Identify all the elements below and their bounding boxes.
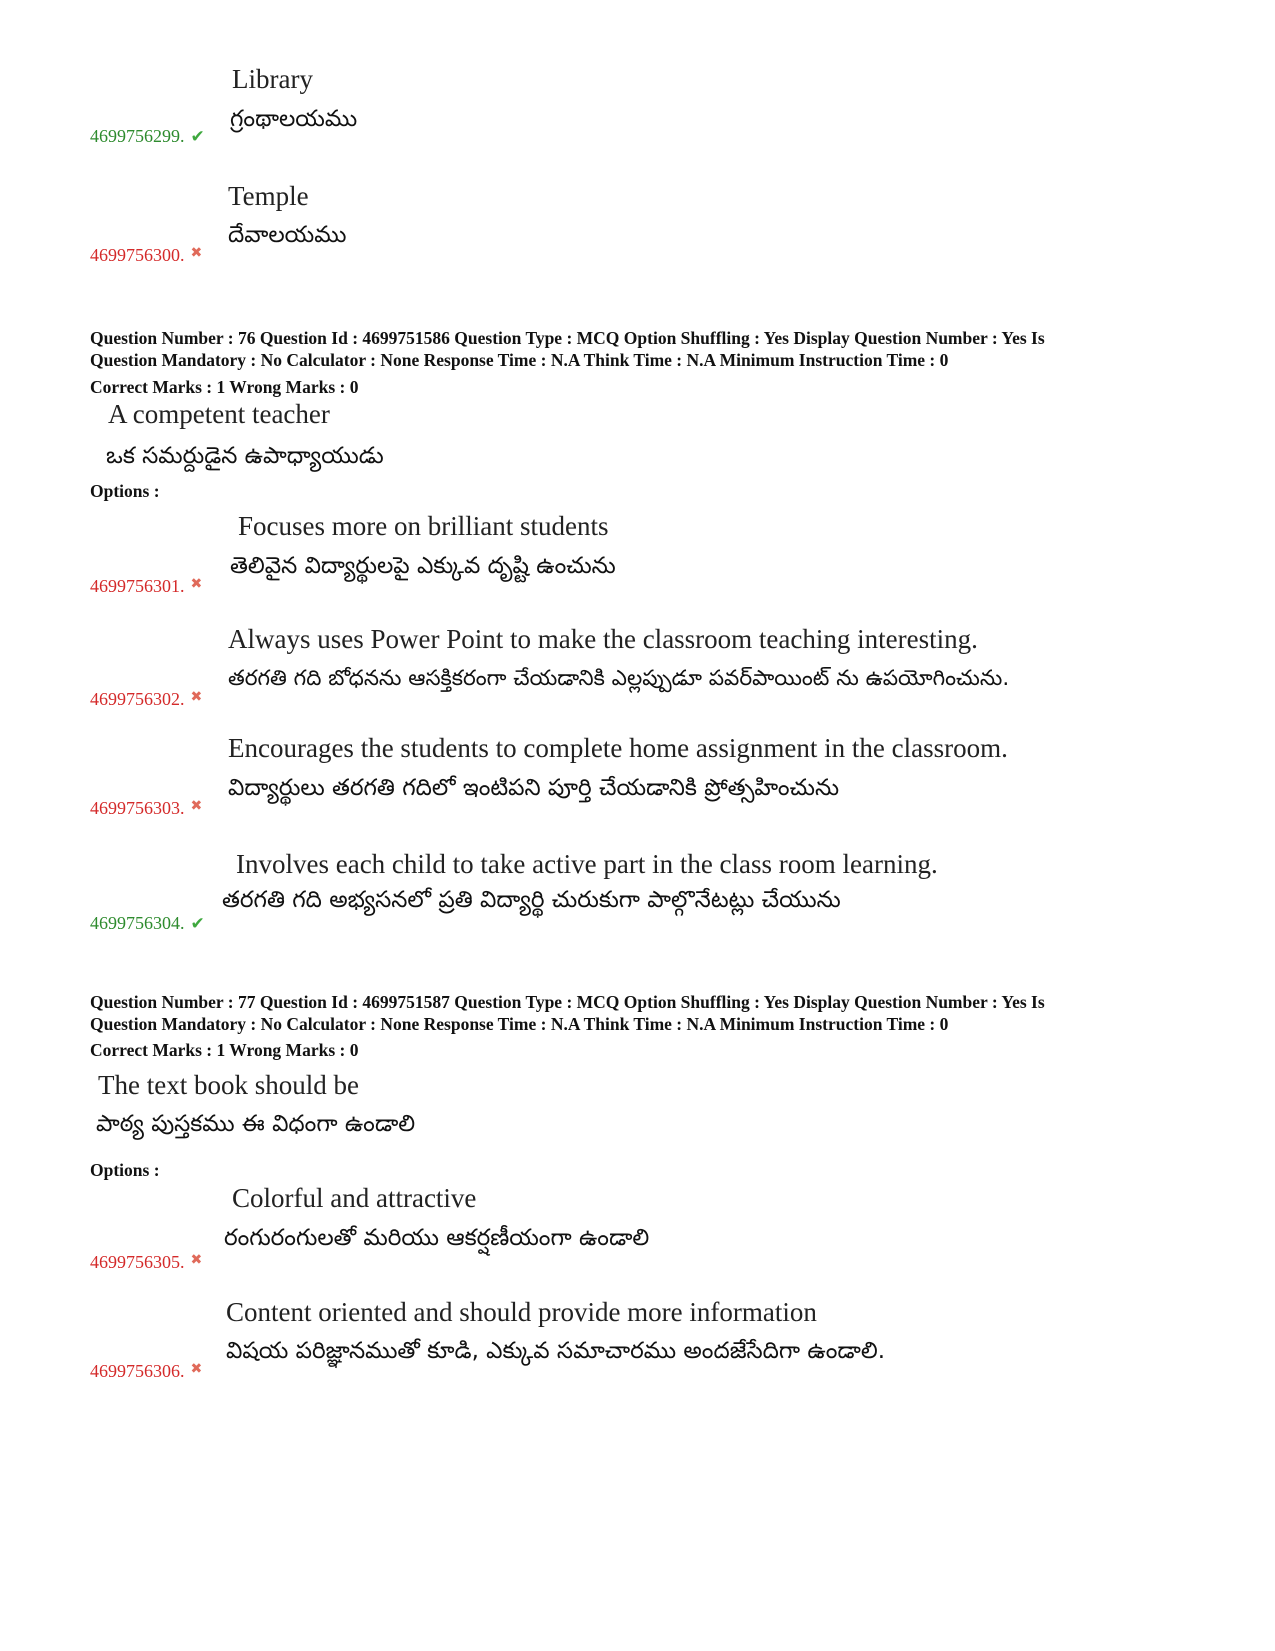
option-id-row (90, 1252, 202, 1273)
cross-icon: ✖ (190, 1362, 203, 1377)
question-meta-line2: Question Mandatory : No Calculator : None Response Time : N.A Think Time : N.A Minimum Instruction Time : 0 (90, 1014, 949, 1034)
question-meta-line1: Question Number : 76 Question Id : 4699751586 Question Type : MCQ Option Shuffling : Yes Display Question Number : Yes Is (90, 328, 1045, 348)
option-text-en: Content oriented and should provide more information (226, 1297, 817, 1327)
question-meta-line1: Question Number : 77 Question Id : 4699751587 Question Type : MCQ Option Shuffling : Yes Display Question Number : Yes Is (90, 992, 1045, 1012)
option-text-te: గ్రంథాలయము (230, 106, 358, 132)
option-text-en: Library (232, 64, 313, 94)
option-text-te: తరగతి గది అభ్యసనలో ప్రతి విద్యార్థి చురుకుగా పాల్గొనేటట్లు చేయును (222, 887, 841, 913)
question-text-te: పాఠ్య పుస్తకము ఈ విధంగా ఉండాలి (96, 1111, 416, 1137)
option-id-row (90, 576, 202, 597)
option-id-row (90, 126, 205, 147)
option-id: 4699756302. (90, 689, 185, 709)
question-marks: Correct Marks : 1 Wrong Marks : 0 (90, 377, 359, 397)
question-meta-line2: Question Mandatory : No Calculator : None Response Time : N.A Think Time : N.A Minimum Instruction Time : 0 (90, 350, 949, 370)
option-text-te: రంగురంగులతో మరియు ఆకర్షణీయంగా ఉండాలి (224, 1225, 650, 1251)
option-id-row (90, 1361, 202, 1382)
option-id: 4699756304. (90, 913, 185, 933)
option-id: 4699756303. (90, 798, 185, 818)
option-text-en: Involves each child to take active part in the class room learning. (236, 849, 938, 879)
check-icon: ✔ (190, 914, 205, 933)
question-marks: Correct Marks : 1 Wrong Marks : 0 (90, 1040, 359, 1060)
cross-icon: ✖ (190, 690, 203, 705)
option-text-te: దేవాలయము (228, 222, 347, 248)
question-text-te: ఒక సమర్దుడైన ఉపాధ్యాయుడు (106, 443, 384, 469)
cross-icon: ✖ (190, 799, 203, 814)
option-id-row (90, 245, 202, 266)
cross-icon: ✖ (190, 1253, 203, 1268)
cross-icon: ✖ (190, 246, 203, 261)
option-text-en: Always uses Power Point to make the classroom teaching interesting. (228, 624, 978, 654)
option-text-te: విషయ పరిజ్ఞానముతో కూడి, ఎక్కువ సమాచారము అందజేసేదిగా ఉండాలి. (226, 1338, 886, 1364)
option-text-te: తెలివైన విద్యార్థులపై ఎక్కువ దృష్టి ఉంచును (230, 553, 616, 579)
option-text-en: Temple (228, 181, 309, 211)
option-id: 4699756301. (90, 576, 185, 596)
question-text-en: The text book should be (98, 1070, 359, 1100)
option-text-te: తరగతి గది బోధనను ఆసక్తికరంగా చేయడానికి ఎల్లప్పుడూ పవర్‌పాయింట్ ను ఉపయోగించును. (228, 666, 1010, 691)
option-id-row (90, 913, 205, 934)
cross-icon: ✖ (190, 577, 203, 592)
option-text-te: విద్యార్థులు తరగతి గదిలో ఇంటిపని పూర్తి చేయడానికి ప్రోత్సహించును (228, 775, 840, 801)
option-id: 4699756300. (90, 245, 185, 265)
check-icon: ✔ (190, 127, 205, 146)
option-id: 4699756306. (90, 1361, 185, 1381)
question-text-en: A competent teacher (108, 399, 330, 429)
option-text-en: Focuses more on brilliant students (238, 511, 609, 541)
option-id: 4699756299. (90, 126, 185, 146)
option-text-en: Colorful and attractive (232, 1183, 477, 1213)
option-id: 4699756305. (90, 1252, 185, 1272)
option-id-row (90, 798, 202, 819)
option-text-en: Encourages the students to complete home assignment in the classroom. (228, 733, 1008, 763)
options-label: Options : (90, 1160, 160, 1180)
option-id-row (90, 689, 202, 710)
options-label: Options : (90, 481, 160, 501)
